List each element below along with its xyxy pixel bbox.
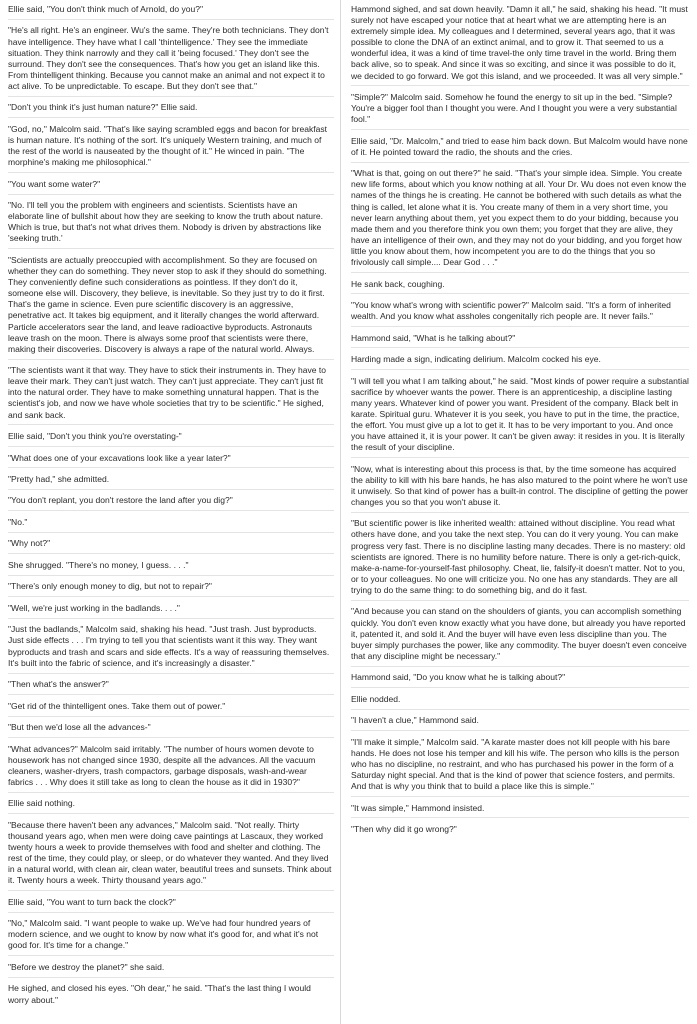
paragraph: "You don't replant, you don't restore the land after you dig?" [8, 495, 334, 511]
paragraph: He sighed, and closed his eyes. "Oh dear," he said. "That's the last thing I would worry about." [8, 983, 311, 1005]
paragraph: "I haven't a clue," Hammond said. [351, 715, 689, 731]
paragraph: "Then what's the answer?" [8, 679, 334, 695]
paragraph: "Scientists are actually preoccupied with accomplishment. So they are focused on whether they can do something. They never stop to ask if they should do something. They conveniently define such considerations as pointless. If they don't do it, someone else will. Discovery, they believe, is inevitable. So they just try to do it first. That's the game in science. Even pure scientific discovery is an aggressive, penetrative act. It takes big equipment, and it literally changes the world afterward. Particle accelerators sear the land, and leave radioactive byproducts. Astronauts leave trash on the moon. There is always some proof that scientists were there, making their discoveries. Discovery is always a rape of the natural world. Always. [8, 255, 334, 360]
left-column [0, 0, 340, 1024]
paragraph: "No." [8, 517, 334, 533]
paragraph: "What does one of your excavations look like a year later?" [8, 453, 334, 469]
paragraph: "The scientists want it that way. They have to stick their instruments in. They have to leave their mark. They can't just watch. They can't just appreciate. They can't just fit into the natural order. They have to make something unnatural happen. That is the scientist's job, and now we have whole societies that try to be scientific." He sighed, and sank back. [8, 365, 334, 425]
paragraph: "Pretty had," she admitted. [8, 474, 334, 490]
paragraph: Ellie said, "Don't you think you're overstating-" [8, 431, 334, 447]
paragraph: "Get rid of the thintelligent ones. Take them out of power." [8, 701, 334, 717]
paragraph: "But scientific power is like inherited wealth: attained without discipline. You read what others have done, and you take the next step. You can do it very young. You can make progress very fast. There is no discipline lasting many decades. There is no mastery: old scientists are ignored. There is no humility before nature. There is only a get-rich-quick, make-a-name-for-yourself-fast philosophy. Cheat, lie, falsify-it doesn't matter. Not to you, or to your colleagues. No one will criticize you. No one has any standards. They are all trying to do the same thing: to do something big, and do it fast. [351, 518, 689, 600]
paragraph: "He's all right. He's an engineer. Wu's the same. They're both technicians. They don't have intelligence. They have what I call 'thintelligence.' They see the immediate situation. They think narrowly and they call it 'being focused.' They don't see the surround. They don't see the consequences. That's how you get an island like this. From thintelligent thinking. Because you cannot make an animal and not expect it to act alive. To be unpredictable. To escape. But they don't see that." [8, 25, 334, 96]
paragraph: "It was simple," Hammond insisted. [351, 803, 689, 819]
paragraph: "Well, we're just working in the badlands. . . ." [8, 603, 334, 619]
paragraph: He sank back, coughing. [351, 279, 689, 295]
paragraph: "But then we'd lose all the advances-" [8, 722, 334, 738]
paragraph: "And because you can stand on the shoulders of giants, you can accomplish something quickly. You don't even know exactly what you have done, but already you have reported it, patented it, and sold it. And the buyer will have even less discipline than you. The buyer simply purchases the power, like any commodity. The buyer doesn't even conceive that any discipline might be necessary." [351, 606, 689, 666]
paragraph: "Now, what is interesting about this process is that, by the time someone has acquired the ability to kill with his bare hands, he has also matured to the point where he won't use it unwisely. So that kind of power has a built-in control. The discipline of getting the power changes you so that you won't abuse it. [351, 464, 689, 513]
paragraph: "I'll make it simple," Malcolm said. "A karate master does not kill people with his bare hands. He does not lose his temper and kill his wife. The person who kills is the person who has no discipline, no restraint, and who has purchased his power in the form of a Saturday night special. And that is the kind of power that science fosters, and permits. And that is why you think that to build a place like this is simple." [351, 737, 689, 797]
paragraph: "No. I'll tell you the problem with engineers and scientists. Scientists have an elaborate line of bullshit about how they are seeking to know the truth about nature. Which is true, but that's not what drives them. Nobody is driven by abstractions like 'seeking truth.' [8, 200, 334, 249]
paragraph: Ellie said, "You don't think much of Arnold, do you?" [8, 4, 334, 20]
paragraph: "You want some water?" [8, 179, 334, 195]
paragraph: "Why not?" [8, 538, 334, 554]
paragraph: Ellie said, "You want to turn back the clock?" [8, 897, 334, 913]
paragraph: "Then why did it go wrong?" [351, 824, 457, 835]
paragraph: Hammond said, "Do you know what he is talking about?" [351, 672, 689, 688]
paragraph: "Don't you think it's just human nature?" Ellie said. [8, 102, 334, 118]
paragraph: "No," Malcolm said. "I want people to wake up. We've had four hundred years of modern science, and we ought to know by now what it's good for, and what it's not good for. It's time for a change." [8, 918, 334, 956]
paragraph: Ellie said nothing. [8, 798, 334, 814]
paragraph: Ellie nodded. [351, 694, 689, 710]
paragraph: Hammond said, "What is he talking about?" [351, 333, 689, 349]
paragraph: "Just the badlands," Malcolm said, shaking his head. "Just trash. Just byproducts. Just side effects . . . I'm trying to tell you that scientists want it this way. They want byproducts and trash and scars and side effects. It's a way of reassuring themselves. It's built into the fabric of science, and it's increasingly a disaster." [8, 624, 334, 673]
paragraph: Harding made a sign, indicating delirium. Malcolm cocked his eye. [351, 354, 689, 370]
paragraph: Ellie said, "Dr. Malcolm," and tried to ease him back down. But Malcolm would have none of it. He pointed toward the radio, the shouts and the cries. [351, 136, 689, 163]
paragraph: "God, no," Malcolm said. "That's like saying scrambled eggs and bacon for breakfast is human nature. It's nothing of the sort. It's uniquely Western training, and much of the rest of the world is nauseated by the thought of it." He winced in pain. "The morphine's making me philosophical." [8, 124, 334, 173]
right-column [340, 0, 697, 1024]
paragraph: "There's only enough money to dig, but not to repair?" [8, 581, 334, 597]
paragraph: "You know what's wrong with scientific power?" Malcolm said. "It's a form of inherited wealth. And you know what assholes congenitally rich people are. It never fails." [351, 300, 689, 327]
paragraph: "What is that, going on out there?" he said. "That's your simple idea. Simple. You create new life forms, about which you know nothing at all. Your Dr. Wu does not even know the names of the things he is creating. He cannot be bothered with such details as what the thing is called, let alone what it is. You create many of them in a very short time, you never learn anything about them, yet you expect them to do your bidding, because you made them and you therefore think you own them; you forget that they are alive, they have an intelligence of their own, and they may not do your bidding, and you forget how little you know about them, how incompetent you are to do the things that you so frivolously call simple.... Dear God . . ." [351, 168, 689, 273]
paragraph: "I will tell you what I am talking about," he said. "Most kinds of power require a substantial sacrifice by whoever wants the power. There is an apprenticeship, a discipline lasting many years. Whatever kind of power you want. President of the company. Black belt in karate. Spiritual guru. Whatever it is you seek, you have to put in the time, the practice, the effort. You must give up a lot to get it. It has to be very important to you. And once you have attained it, it is your power. It can't be given away: it resides in you. It is literally the result of your discipline. [351, 376, 689, 458]
paragraph: Hammond sighed, and sat down heavily. "Damn it all," he said, shaking his head. "It must surely not have escaped your notice that at heart what we are attempting here is an extremely simple idea. My colleagues and I determined, several years ago, that it was possible to clone the DNA of an extinct animal, and to grow it. That seemed to us a wonderful idea, it was a kind of time travel-the only time travel in the world. Bring them back alive, so to speak. And since it was so exciting, and since it was possible to do it, we decided to go forward. We got this island, and we proceeded. It was all very simple." [351, 4, 689, 86]
paragraph: "Before we destroy the planet?" she said. [8, 962, 334, 978]
paragraph: "Because there haven't been any advances," Malcolm said. "Not really. Thirty thousand years ago, when men were doing cave paintings at Lascaux, they worked twenty hours a week to provide themselves with food and shelter and clothing. The rest of the time, they could play, or sleep, or do whatever they wanted. And they lived in a natural world, with clean air, clean water, beautiful trees and sunsets. Think about it. Twenty hours a week. Thirty thousand years ago." [8, 820, 334, 891]
paragraph: "What advances?" Malcolm said irritably. "The number of hours women devote to housework has not changed since 1930, despite all the advances. All the vacuum cleaners, washer-dryers, trash compactors, garbage disposals, wash-and-wear fabrics . . . Why does it still take as long to clean the house as it did in 1930?" [8, 744, 334, 793]
paragraph: She shrugged. "There's no money, I guess. . . ." [8, 560, 334, 576]
paragraph: "Simple?" Malcolm said. Somehow he found the energy to sit up in the bed. "Simple? You're a bigger fool than I thought you were. And I thought you were a very substantial fool." [351, 92, 689, 130]
